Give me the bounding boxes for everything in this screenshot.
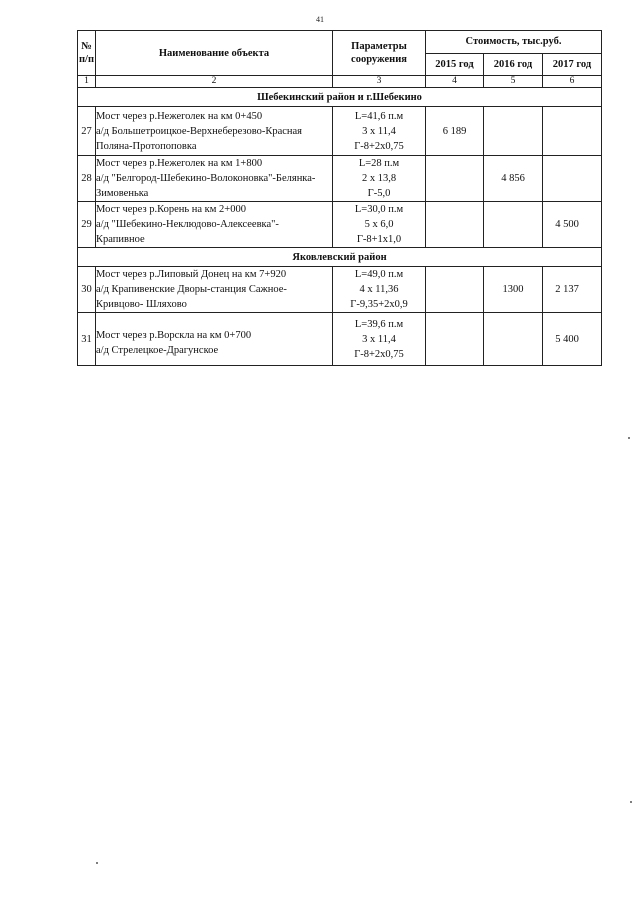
row-name-line: а/д Крапивенские Дворы-станция Сажное-: [96, 284, 287, 295]
section-title: Шебекинский район и г.Шебекино: [78, 88, 602, 107]
row-name-line: Мост через р.Корень на км 2+000: [96, 204, 246, 215]
section-row: [78, 88, 602, 107]
row-cost-2017: 4 500: [543, 202, 602, 248]
row-name-line: а/д "Белгород-Шебекино-Волоконовка"-Белянка-: [96, 173, 316, 184]
row-cost-2016: [484, 107, 543, 156]
row-cost-2015: [426, 202, 484, 248]
table-row: [78, 107, 602, 156]
row-cost-2015: [426, 267, 484, 313]
row-param-line: 4 x 11,36: [359, 284, 399, 295]
row-cost-2015: [426, 156, 484, 202]
row-param-line: Г-8+2x0,75: [354, 348, 404, 360]
row-cost-2017: [543, 156, 602, 202]
header-year-2017: 2017 год: [543, 53, 602, 76]
scan-speck: [96, 862, 98, 864]
column-index-row: [78, 76, 602, 88]
row-param-line: Г-8+2x0,75: [354, 140, 404, 152]
header-num-line1: №: [81, 41, 92, 52]
row-name: [96, 313, 333, 366]
table-row: [78, 202, 602, 248]
row-num: 27: [78, 107, 96, 156]
row-name-line: Мост через р.Нежеголек на км 1+800: [96, 158, 263, 169]
column-index: 4: [426, 76, 484, 88]
header-name: Наименование объекта: [96, 31, 333, 76]
header-year-2015: 2015 год: [426, 53, 484, 76]
row-param-line: 2 x 13,8: [361, 173, 397, 184]
row-params: [333, 202, 426, 248]
row-name-line: Мост через р.Липовый Донец на км 7+920: [96, 269, 287, 280]
row-name-line: а/д "Шебекино-Неклюдово-Алексеевка"-: [96, 219, 279, 230]
row-cost-2017: 5 400: [543, 313, 602, 366]
header-year-2016: 2016 год: [484, 53, 543, 76]
section-title: Яковлевский район: [78, 248, 602, 267]
column-index: 6: [543, 76, 602, 88]
row-cost-2016: 1300: [484, 267, 543, 313]
column-index: 1: [78, 76, 96, 88]
row-param-line: L=30,0 п.м: [354, 204, 404, 215]
row-cost-2016: 4 856: [484, 156, 543, 202]
scan-speck: [630, 801, 632, 803]
table-header-row: [78, 31, 602, 54]
row-params: [333, 313, 426, 366]
row-param-line: Г-8+1x1,0: [356, 234, 402, 245]
row-name: [96, 267, 333, 313]
scan-speck: [628, 437, 630, 439]
row-param-line: Г-5,0: [367, 188, 391, 199]
row-name-line: Кривцово- Шляхово: [96, 299, 187, 310]
table-row: [78, 156, 602, 202]
row-cost-2017: 2 137: [543, 267, 602, 313]
column-index: 2: [96, 76, 333, 88]
column-index: 5: [484, 76, 543, 88]
header-params-line2: сооружения: [351, 54, 407, 65]
row-num: 31: [78, 313, 96, 366]
row-params: [333, 156, 426, 202]
bridge-cost-table: [77, 30, 602, 366]
row-name-line: Зимовенька: [96, 188, 149, 199]
row-param-line: L=39,6 п.м: [354, 318, 404, 330]
row-cost-2016: [484, 313, 543, 366]
row-name: [96, 107, 333, 156]
row-param-line: 3 x 11,4: [362, 333, 396, 345]
row-param-line: Г-9,35+2x0,9: [350, 299, 408, 310]
row-name-line: а/д Стрелецкое-Драгунское: [96, 345, 219, 356]
row-param-line: 5 x 6,0: [364, 219, 394, 230]
column-index: 3: [333, 76, 426, 88]
row-name: [96, 156, 333, 202]
page-number: 41: [316, 15, 324, 24]
row-name-line: Поляна-Протопоповка: [96, 140, 197, 152]
section-row: [78, 248, 602, 267]
row-params: [333, 267, 426, 313]
header-params-line1: Параметры: [351, 41, 407, 52]
row-param-line: 3 x 11,4: [362, 125, 396, 137]
header-params: [333, 31, 426, 76]
row-num: 28: [78, 156, 96, 202]
row-param-line: L=41,6 п.м: [354, 110, 404, 122]
row-name-line: Крапивное: [96, 234, 145, 245]
header-num: [78, 31, 96, 76]
header-cost: Стоимость, тыс.руб.: [426, 31, 602, 54]
row-cost-2015: 6 189: [426, 107, 484, 156]
row-cost-2017: [543, 107, 602, 156]
table-row: [78, 313, 602, 366]
table-row: [78, 267, 602, 313]
row-num: 30: [78, 267, 96, 313]
row-param-line: L=28 п.м: [358, 158, 400, 169]
row-name-line: а/д Большетроицкое-Верхнеберезово-Красная: [96, 125, 303, 137]
row-params: [333, 107, 426, 156]
row-cost-2016: [484, 202, 543, 248]
row-name-line: Мост через р.Ворскла на км 0+700: [96, 330, 252, 341]
row-cost-2015: [426, 313, 484, 366]
row-name-line: Мост через р.Нежеголек на км 0+450: [96, 110, 263, 122]
row-num: 29: [78, 202, 96, 248]
row-name: [96, 202, 333, 248]
header-num-line2: п/п: [78, 54, 95, 65]
row-param-line: L=49,0 п.м: [354, 269, 404, 280]
